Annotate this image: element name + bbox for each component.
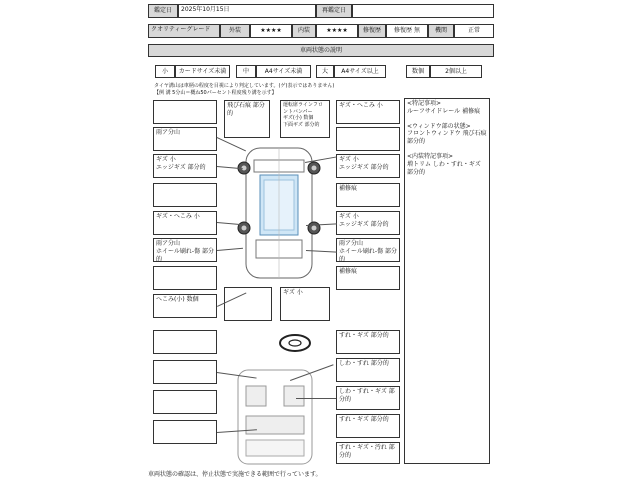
left-box-8: へこみ(小) 数個 bbox=[153, 294, 217, 318]
left-lower-box-3 bbox=[153, 390, 217, 414]
inspection-date-label: 鑑定日 bbox=[148, 4, 178, 18]
special-note-line: <ウィンドウ部の状態> bbox=[407, 122, 471, 130]
interior-value: ★★★★ bbox=[316, 24, 358, 38]
special-note-line: 増トリム しわ・すれ・ギズ 部分的 bbox=[407, 160, 481, 176]
steering-wheel-icon bbox=[278, 333, 312, 353]
legend-large: 大 bbox=[316, 65, 334, 78]
legend-medium-desc: A4サイズ未満 bbox=[256, 65, 311, 78]
rear-center-box: ギズ 小 bbox=[280, 287, 330, 321]
interior-label: 内装 bbox=[292, 24, 316, 38]
engine-value: 正常 bbox=[454, 24, 494, 38]
exterior-label: 外装 bbox=[220, 24, 250, 38]
exterior-value: ★★★★ bbox=[250, 24, 292, 38]
right-box-2 bbox=[336, 127, 400, 151]
interior-box-5: すれ・ギズ・汚れ 部分的 bbox=[336, 442, 400, 464]
legend-large-desc: A4サイズ以上 bbox=[334, 65, 386, 78]
interior-box-1: すれ・ギズ 部分的 bbox=[336, 330, 400, 354]
right-box-4: 補修痕 bbox=[336, 183, 400, 207]
interior-box-2: しわ・すれ 部分的 bbox=[336, 358, 400, 382]
right-box-6: 雨ア分山 ホイール刷れ-傷 部分的 bbox=[336, 238, 400, 262]
special-notes-box bbox=[404, 98, 490, 464]
interior-box-4: すれ・ギズ 部分的 bbox=[336, 414, 400, 438]
tire-note-2: 【例 溝 5分山＝概ね50パーセント程度残り溝を示す】 bbox=[154, 90, 277, 96]
special-note-line: フロントウィンドウ 飛び石痕 部分的 bbox=[407, 130, 487, 146]
legend-small-desc: カードサイズ未満 bbox=[175, 65, 230, 78]
left-box-3: ギズ 小 エッジギズ 部分的 bbox=[153, 154, 217, 178]
repair-value: 修復歴 無 bbox=[386, 24, 428, 38]
right-box-7: 補修痕 bbox=[336, 266, 400, 290]
right-box-3: ギズ 小 エッジギズ 部分的 bbox=[336, 154, 400, 178]
car-diagram bbox=[224, 140, 334, 290]
special-note-line: ルーフサイドレール 補修痕 bbox=[407, 107, 481, 115]
interior-diagram bbox=[230, 366, 320, 466]
reinspection-label: 再鑑定日 bbox=[316, 4, 352, 18]
left-box-7 bbox=[153, 266, 217, 290]
top-box-front-center: 運転席ラインフロントバンパー ギズ(小) 数個 下面ギズ 部分的 bbox=[280, 100, 330, 138]
left-lower-box-1 bbox=[153, 330, 217, 354]
connector-line bbox=[296, 398, 336, 399]
left-lower-box-2 bbox=[153, 360, 217, 384]
legend-count: 数個 bbox=[406, 65, 430, 78]
reinspection-value bbox=[352, 4, 494, 18]
legend-title: 車両状態の説明 bbox=[148, 44, 494, 57]
tire-note-1: タイヤ溝山は車柄の程度を目視により判定しています。(ゲ)表示ではありません) bbox=[154, 83, 335, 89]
legend-small: 小 bbox=[155, 65, 175, 78]
left-box-2: 雨ア分山 bbox=[153, 127, 217, 151]
interior-box-3: しわ・すれ・ギズ 部分的 bbox=[336, 386, 400, 410]
special-note-line bbox=[407, 146, 487, 153]
quality-grade-label: クオリティーグレード bbox=[148, 24, 220, 38]
right-box-1: ギズ・へこみ 小 bbox=[336, 100, 400, 124]
special-note-line bbox=[407, 116, 487, 123]
special-note-line: <特記事項> bbox=[407, 100, 442, 107]
legend-medium: 中 bbox=[236, 65, 256, 78]
left-box-1 bbox=[153, 100, 217, 124]
special-note-line: <内装特記事項> bbox=[407, 152, 454, 160]
inspection-date-value: 2025年10月15日 bbox=[178, 4, 316, 18]
footer-note: 車両状態の確認は、停止状態で実施できる範囲で行っています。 bbox=[148, 471, 322, 478]
rear-left-box bbox=[224, 287, 272, 321]
left-box-4 bbox=[153, 183, 217, 207]
repair-label: 修復歴 bbox=[358, 24, 386, 38]
engine-label: 機関 bbox=[428, 24, 454, 38]
top-box-front-left: 飛び石痕 部分的 bbox=[224, 100, 270, 138]
left-box-6: 雨ア分山 ホイール刷れ-傷 部分的 bbox=[153, 238, 217, 262]
left-box-5: ギズ・へこみ 小 bbox=[153, 211, 217, 235]
right-box-5: ギズ 小 エッジギズ 部分的 bbox=[336, 211, 400, 235]
legend-count-desc: 2個以上 bbox=[430, 65, 482, 78]
left-lower-box-4 bbox=[153, 420, 217, 444]
